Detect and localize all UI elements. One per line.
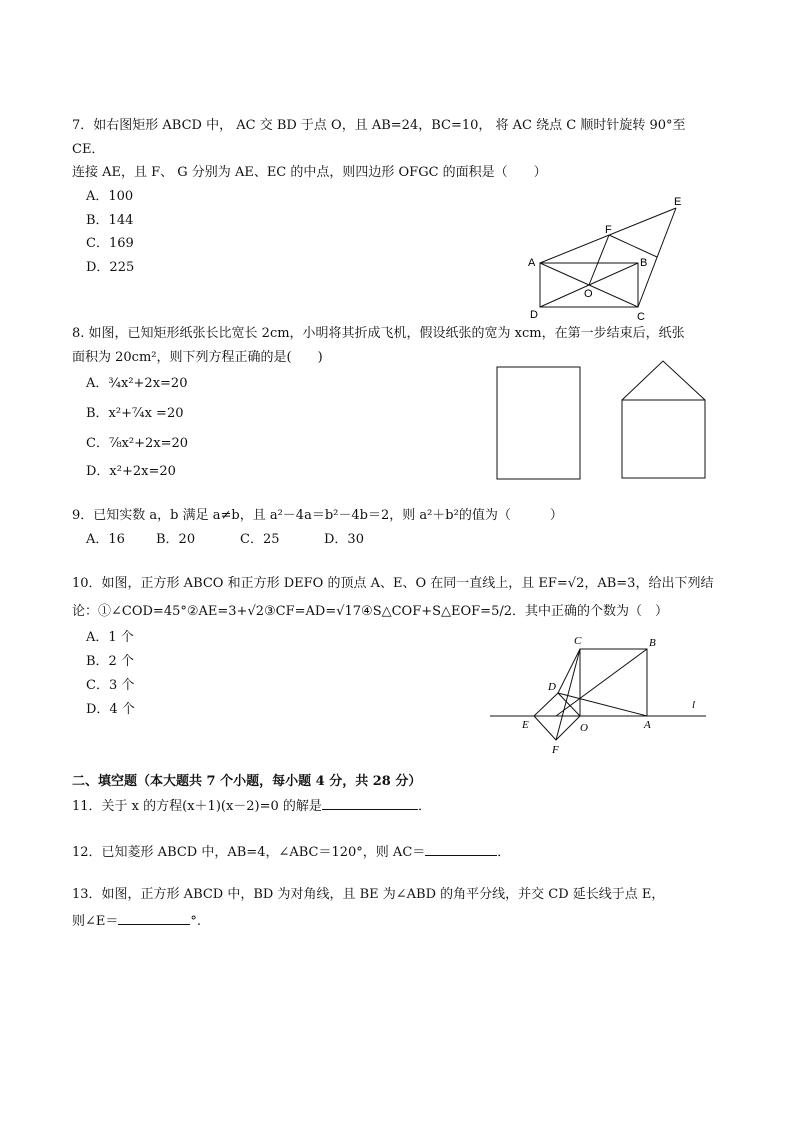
- q7-line1: 7．如右图矩形 ABCD 中， AC 交 BD 于点 O，且 AB=24，BC=10， 将 AC 绕点 C 顺时针旋转 90°至: [72, 118, 686, 133]
- q10-option-a: A．1 个: [86, 630, 134, 645]
- q10-label-c: C: [574, 635, 582, 647]
- q8-option-c: C．⁷⁄₈x²+2x=20: [86, 436, 189, 451]
- q9-line1: 9．已知实数 a，b 满足 a≠b，且 a²－4a＝b²－4b＝2，则 a²＋b²的值为（ ）: [72, 508, 563, 523]
- q7-label-c: C: [637, 311, 645, 323]
- q9-option-a: A．16: [86, 532, 125, 547]
- q12-text: 12．已知菱形 ABCD 中，AB=4，∠ABC＝120°，则 AC＝: [72, 845, 426, 860]
- q7-option-d: D．225: [86, 260, 135, 275]
- q10-label-f: F: [552, 744, 559, 756]
- q7-option-b: B．144: [86, 213, 134, 228]
- q7-label-o: O: [584, 288, 593, 300]
- q8-option-d: D．x²+2x=20: [86, 464, 176, 479]
- q7-label-f: F: [605, 224, 612, 236]
- q12-end: ．: [497, 845, 511, 860]
- q8-option-a: A．¾x²+2x=20: [86, 376, 188, 391]
- q10-option-d: D．4 个: [86, 702, 135, 717]
- q10-label-d: D: [548, 681, 556, 693]
- q11: [72, 797, 431, 815]
- q9-option-d: D．30: [324, 532, 364, 547]
- q8-line1: 8. 如图，已知矩形纸张长比宽长 2cm，小明将其折成飞机，假设纸张的宽为 xcm，在第一步结束后，纸张: [72, 326, 685, 341]
- q7-line3: 连接 AE，且 F、 G 分别为 AE、EC 的中点，则四边形 OFGC 的面积是（ ）: [72, 165, 547, 180]
- section2-title: 二、填空题（本大题共 7 个小题，每小题 4 分，共 28 分）: [72, 774, 422, 789]
- q9-option-b: B．20: [156, 532, 196, 547]
- q7-line2: CE．: [72, 142, 105, 157]
- q7-label-e: E: [674, 196, 682, 208]
- q10-label-a: A: [644, 719, 651, 731]
- q9-option-c: C．25: [240, 532, 280, 547]
- q13-end: °.: [190, 914, 202, 929]
- q13-line1: 13．如图，正方形 ABCD 中，BD 为对角线，且 BE 为∠ABD 的角平分线，并交 CD 延长线于点 E，: [72, 887, 665, 902]
- q10-label-l: l: [692, 699, 696, 711]
- q10-label-b: B: [649, 637, 656, 649]
- q8-line2: 面积为 20cm²，则下列方程正确的是( ): [72, 350, 323, 365]
- q11-end: ．: [417, 799, 431, 814]
- q10-line2: 论：①∠COD=45°②AE=3+√2③CF=AD=√17④S△COF+S△EOF=5/2．其中正确的个数为（ ）: [72, 604, 669, 619]
- q13-line2: [72, 912, 201, 930]
- q8-option-b: B．x²+⁷⁄₄x =20: [86, 406, 184, 421]
- q10-label-o: O: [580, 722, 588, 734]
- q10-option-b: B．2 个: [86, 654, 134, 669]
- q10-line1: 10．如图，正方形 ABCO 和正方形 DEFO 的顶点 A、E、O 在同一直线上，且 EF=√2，AB=3，给出下列结: [72, 576, 714, 591]
- q12: [72, 843, 510, 861]
- q13-text: 则∠E＝: [72, 914, 119, 929]
- q7-label-b: B: [640, 257, 648, 269]
- q13-answer-blank[interactable]: [118, 912, 190, 925]
- q12-answer-blank[interactable]: [425, 843, 497, 856]
- q11-text: 11．关于 x 的方程(x＋1)(x－2)=0 的解是: [72, 799, 322, 814]
- q11-answer-blank[interactable]: [322, 797, 418, 810]
- q7-option-a: A．100: [86, 189, 134, 204]
- q7-label-d: D: [530, 309, 538, 321]
- q10-option-c: C．3 个: [86, 678, 135, 693]
- q10-label-e: E: [522, 719, 529, 731]
- q7-option-c: C．169: [86, 236, 134, 251]
- q7-label-a: A: [528, 257, 536, 269]
